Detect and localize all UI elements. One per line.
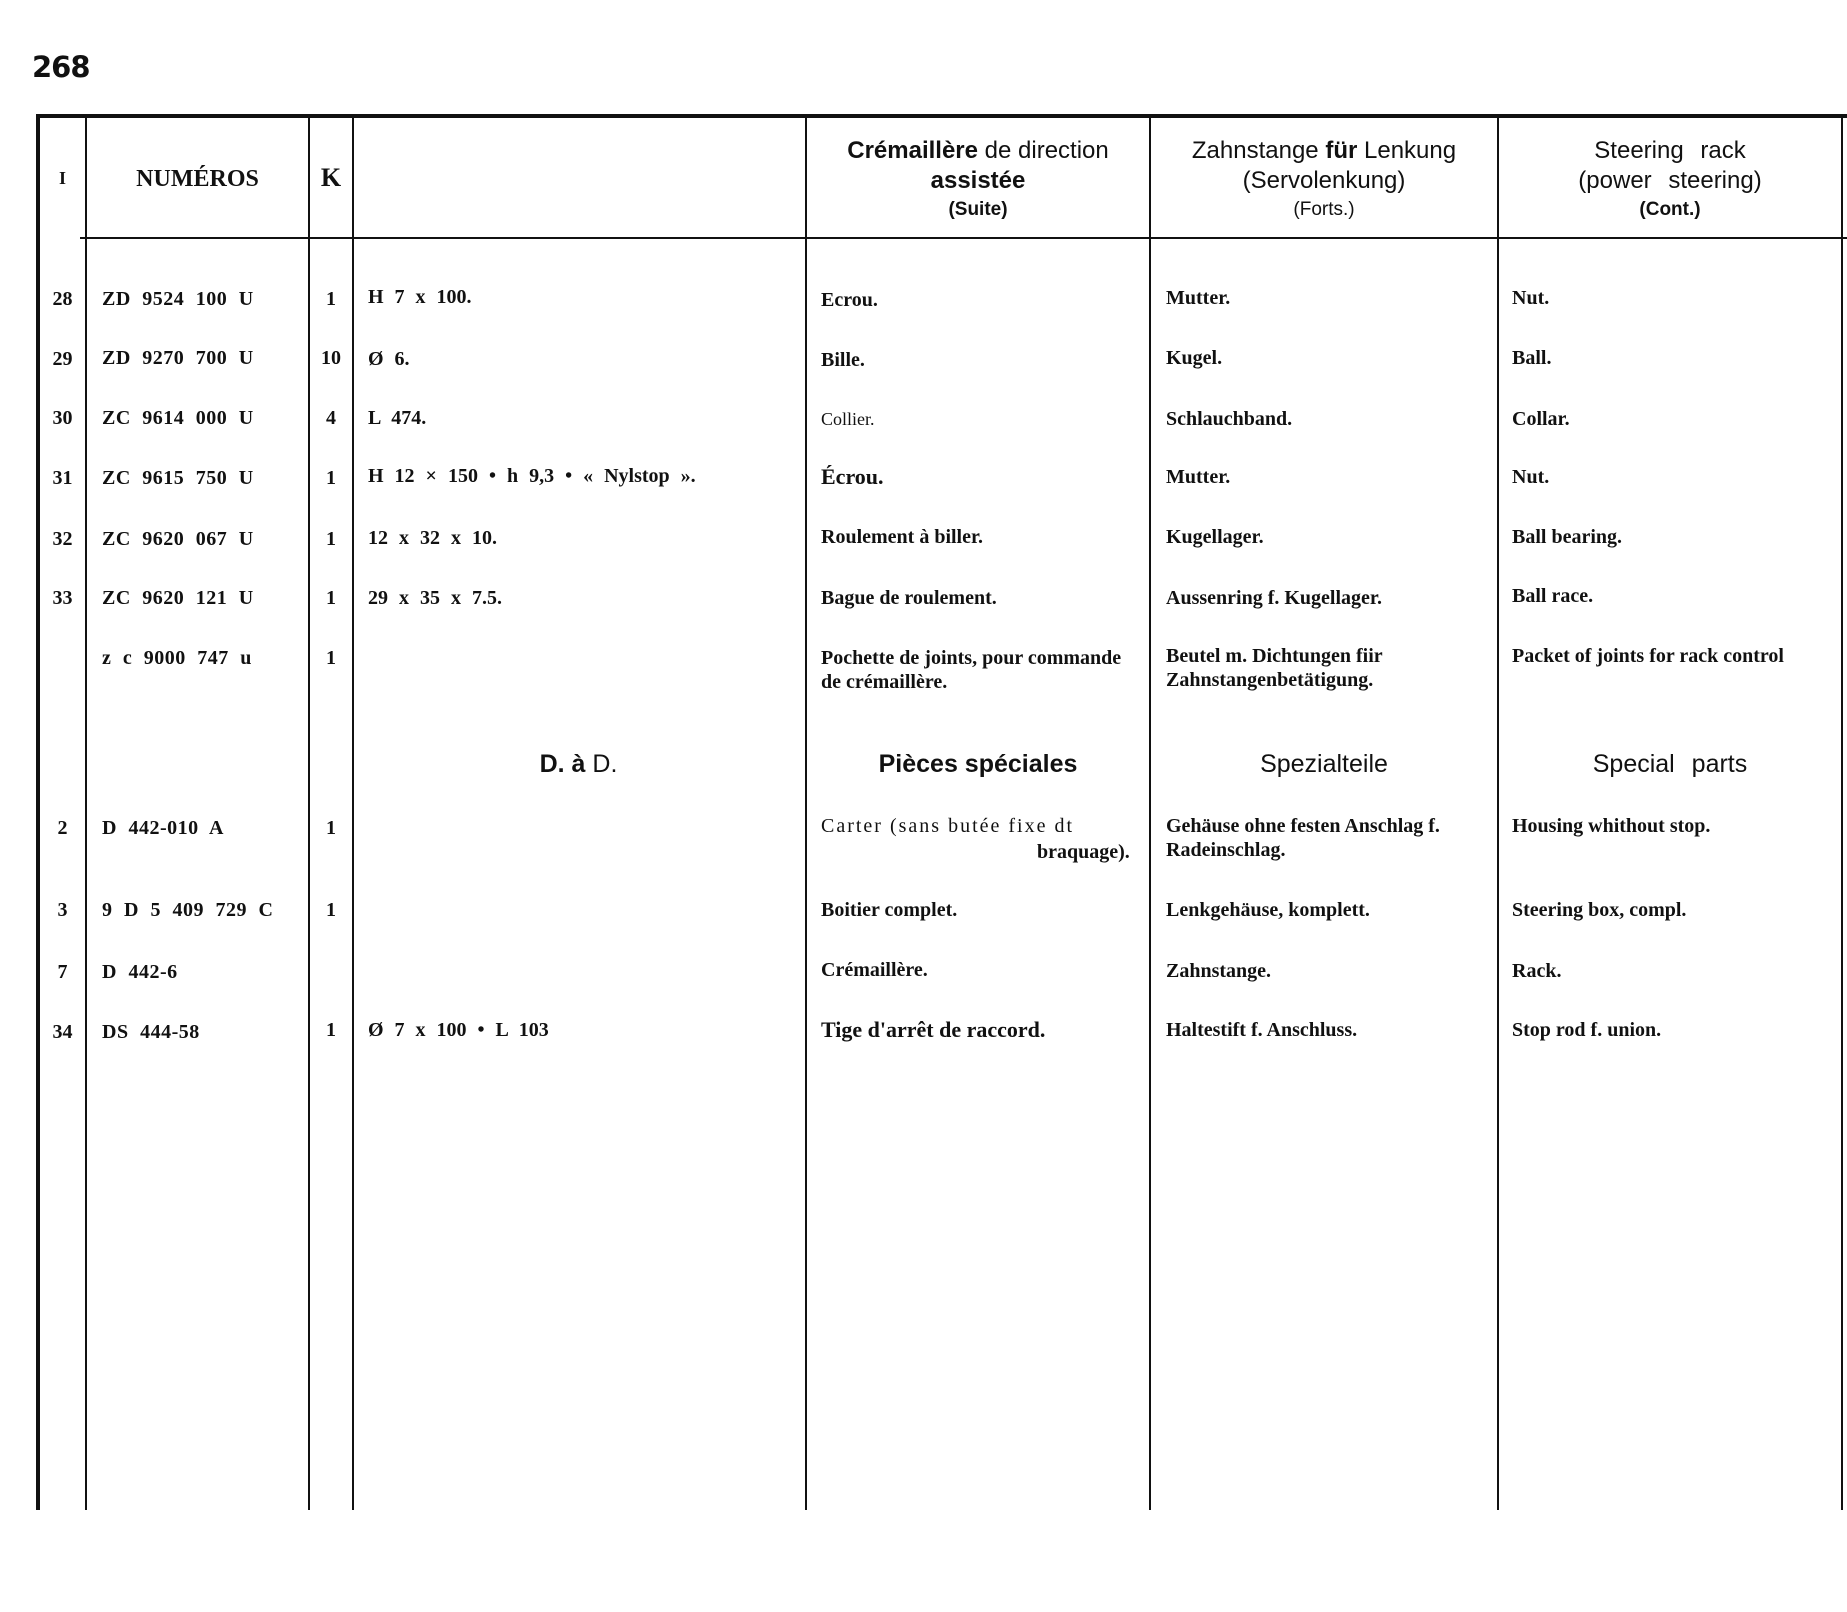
header-german-sub: (Forts.) <box>1293 198 1355 220</box>
description-de: Haltestift f. Anschluss. <box>1166 1019 1358 1041</box>
description-fr: Tige d'arrêt de raccord. <box>821 1017 1046 1042</box>
header-german-part1: Zahnstange <box>1191 136 1319 164</box>
quantity: 1 <box>326 587 336 609</box>
description-fr: Ecrou. <box>821 289 878 311</box>
quantity: 10 <box>321 347 341 369</box>
description-fr: Bague de roulement. <box>821 587 997 609</box>
header-french-line2: assistée <box>930 166 1026 194</box>
header-german-part2: Lenkung <box>1364 136 1457 164</box>
quantity: 1 <box>326 899 336 921</box>
part-number: D 442-6 <box>102 961 178 983</box>
description-fr: Bille. <box>821 349 865 371</box>
quantity: 1 <box>326 288 336 310</box>
dimension: Ø 7 x 100 • L 103 <box>368 1019 549 1041</box>
header-numbers: NUMÉROS <box>136 165 259 192</box>
column-divider <box>85 116 87 1510</box>
part-number: DS 444-58 <box>102 1021 200 1043</box>
part-number: ZC 9620 067 U <box>102 528 254 550</box>
dimension: L 474. <box>368 407 427 429</box>
description-en: Steering box, compl. <box>1512 899 1687 921</box>
column-divider <box>308 116 310 1510</box>
column-divider <box>1497 116 1499 1510</box>
description-en: Nut. <box>1512 466 1550 488</box>
description-fr: Boitier complet. <box>821 899 958 921</box>
header-french-title-bold: Crémaillère <box>847 136 978 164</box>
section-fr: Pièces spéciales <box>878 750 1078 778</box>
header-english <box>1499 120 1841 237</box>
header-english-line1: Steering rack <box>1594 136 1746 164</box>
dimension: 12 x 32 x 10. <box>368 527 497 549</box>
header-english-line2: (power steering) <box>1578 166 1762 194</box>
part-number: 9 D 5 409 729 C <box>102 899 274 921</box>
description-en: Ball. <box>1512 347 1552 369</box>
row-index: 28 <box>52 288 73 310</box>
row-index: 31 <box>52 467 73 489</box>
description-en: Stop rod f. union. <box>1512 1019 1662 1041</box>
header-german-bold: für <box>1325 136 1358 164</box>
part-number: ZC 9614 000 U <box>102 407 254 429</box>
quantity: 1 <box>326 817 336 839</box>
description-fr: Collier. <box>821 409 875 429</box>
section-en: Special parts <box>1592 750 1748 778</box>
row-index: 7 <box>57 961 68 983</box>
description-de: Gehäuse ohne festen Anschlag f. Radeinschlag. <box>1166 815 1440 861</box>
quantity: 1 <box>326 647 336 669</box>
quantity: 4 <box>326 407 336 429</box>
quantity: 1 <box>326 1019 336 1041</box>
part-number: ZC 9620 121 U <box>102 587 254 609</box>
row-index: 3 <box>57 899 68 921</box>
header-german-line2: (Servolenkung) <box>1242 166 1406 194</box>
dimension: H 7 x 100. <box>368 286 472 308</box>
description-en: Nut. <box>1512 287 1550 309</box>
description-fr: Carter (sans butée fixe dt <box>821 815 1075 837</box>
header-french <box>807 120 1149 237</box>
description-de: Schlauchband. <box>1166 408 1293 430</box>
column-divider <box>1149 116 1151 1510</box>
header-german <box>1151 120 1497 237</box>
description-fr: Pochette de joints, pour commande de crémaillère. <box>821 647 1122 693</box>
header-k: K <box>320 163 342 193</box>
row-index: 34 <box>52 1021 73 1043</box>
part-number: z c 9000 747 u <box>102 647 252 669</box>
description-de: Beutel m. Dichtungen fiir Zahnstangenbetätigung. <box>1166 645 1383 691</box>
column-divider <box>36 116 40 1510</box>
column-divider <box>352 116 354 1510</box>
description-fr: Crémaillère. <box>821 959 928 981</box>
description-de: Kugellager. <box>1166 526 1264 548</box>
header-english-sub: (Cont.) <box>1639 198 1701 220</box>
header-bottom-rule <box>80 237 1847 239</box>
dimension: Ø 6. <box>368 348 410 370</box>
page-number: 268 <box>32 50 90 84</box>
part-number: ZC 9615 750 U <box>102 467 254 489</box>
quantity: 1 <box>326 528 336 550</box>
row-index: 32 <box>52 528 73 550</box>
description-fr: Écrou. <box>821 464 884 489</box>
column-divider <box>1841 116 1843 1510</box>
dimension: H 12 × 150 • h 9,3 • « Nylstop ». <box>368 465 696 487</box>
description-de: Kugel. <box>1166 347 1223 369</box>
quantity: 1 <box>326 467 336 489</box>
header-french-sub: (Suite) <box>948 198 1008 220</box>
description-de: Zahnstange. <box>1166 960 1272 982</box>
description-de: Aussenring f. Kugellager. <box>1166 587 1382 609</box>
row-index: 30 <box>52 407 73 429</box>
part-number: ZD 9270 700 U <box>102 347 254 369</box>
description-en: Ball race. <box>1512 585 1594 607</box>
description-de: Mutter. <box>1166 466 1231 488</box>
header-french-title-rest: de direction <box>984 136 1109 164</box>
dimension: 29 x 35 x 7.5. <box>368 587 502 609</box>
description-fr-line2: braquage). <box>1037 841 1130 863</box>
description-en: Ball bearing. <box>1512 526 1623 548</box>
section-de: Spezialteile <box>1260 750 1388 778</box>
row-index: 2 <box>57 817 68 839</box>
description-en: Packet of joints for rack control <box>1512 645 1784 667</box>
description-de: Mutter. <box>1166 287 1231 309</box>
header-index: I <box>58 168 66 189</box>
row-index: 33 <box>52 587 73 609</box>
description-en: Housing whithout stop. <box>1512 815 1711 837</box>
part-number: D 442-010 A <box>102 817 224 839</box>
section-dim: D. à D. <box>539 750 618 778</box>
column-divider <box>805 116 807 1510</box>
description-fr: Roulement à biller. <box>821 526 984 548</box>
row-index: 29 <box>52 348 73 370</box>
description-en: Rack. <box>1512 960 1562 982</box>
description-de: Lenkgehäuse, komplett. <box>1166 899 1370 921</box>
part-number: ZD 9524 100 U <box>102 288 254 310</box>
description-en: Collar. <box>1512 408 1570 430</box>
